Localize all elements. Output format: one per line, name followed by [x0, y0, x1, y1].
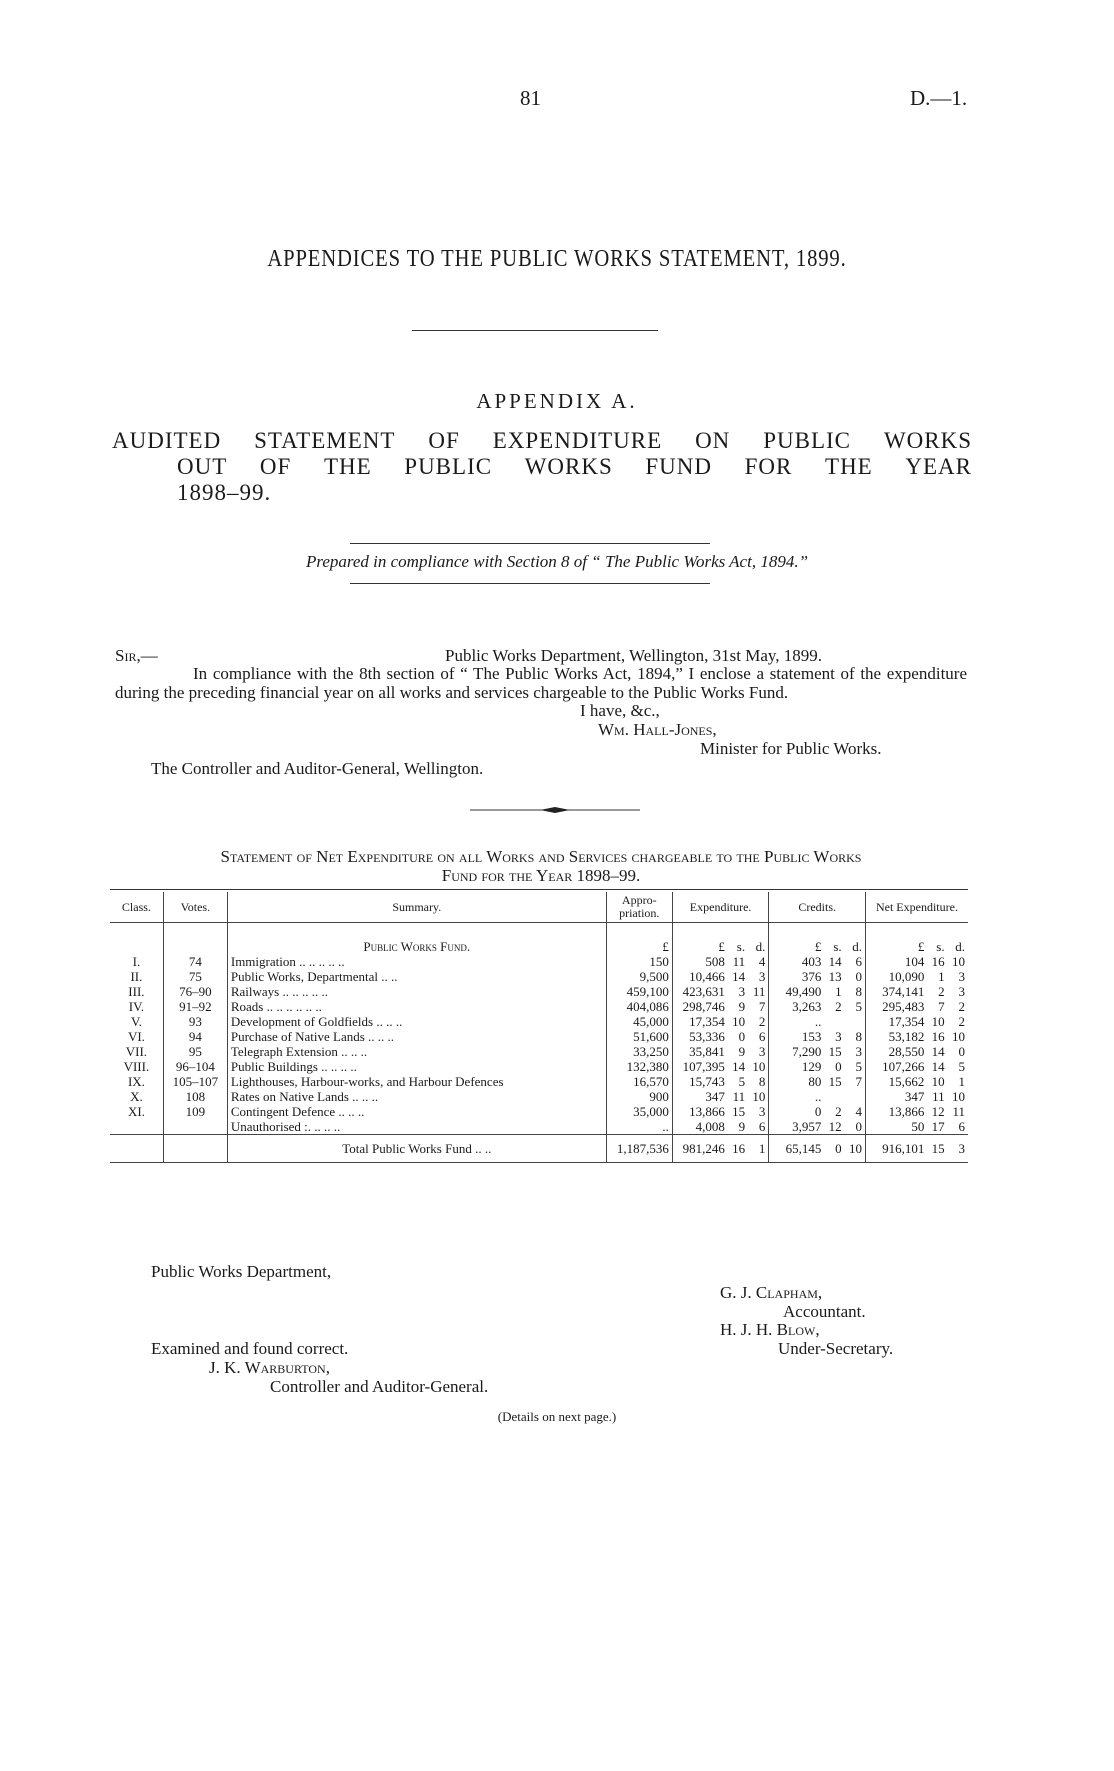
class-cell: VIII.: [123, 1059, 150, 1074]
credits-shillings: 15: [828, 1044, 842, 1059]
heading-word: AUDITED: [112, 428, 222, 453]
expenditure-pounds: 53,336: [672, 1029, 727, 1044]
net-shillings: 1: [938, 969, 945, 984]
credits-pounds: ..: [769, 1014, 824, 1029]
credits-pence: 4: [855, 1104, 862, 1119]
credits-shillings: 2: [835, 1104, 842, 1119]
summary-cell: Lighthouses, Harbour-works, and Harbour Defences: [227, 1074, 606, 1089]
table-row: [110, 999, 968, 1014]
appropriation-cell: 900: [606, 1089, 672, 1104]
credits-pounds: 49,490: [769, 984, 824, 999]
page-number: 81: [520, 86, 541, 110]
class-cell: IV.: [128, 999, 145, 1014]
class-cell: X.: [130, 1089, 143, 1104]
expenditure-pounds: 10,466: [672, 969, 727, 984]
expenditure-pounds: 35,841: [672, 1044, 727, 1059]
letter-addressee: The Controller and Auditor-General, Wellington.: [151, 759, 484, 778]
expenditure-pence: 2: [758, 1014, 766, 1029]
unit-net-pounds: £: [865, 923, 927, 955]
expenditure-pence: 11: [752, 984, 766, 999]
expenditure-pence: 6: [758, 1029, 766, 1044]
statement-title-line-1: Statement of Net Expenditure on all Works and Services chargeable to the Public Works: [220, 847, 862, 866]
statement-heading: [112, 428, 972, 506]
net-pounds: 15,662: [865, 1074, 927, 1089]
unit-exp-shillings: s.: [736, 939, 746, 954]
heading-word: FOR: [744, 454, 793, 479]
accountant-name: G. J. Clapham,: [720, 1283, 823, 1302]
total-credits-shillings: 0: [824, 1135, 844, 1163]
net-pence: 2: [958, 999, 965, 1014]
expenditure-pounds: 107,395: [672, 1059, 727, 1074]
total-net-shillings: 15: [927, 1135, 947, 1163]
total-expenditure-shillings: 16: [728, 1135, 748, 1163]
net-shillings: 2: [938, 984, 945, 999]
expenditure-shillings: 9: [738, 999, 746, 1014]
title-rule: [412, 330, 658, 331]
auditor-title: Controller and Auditor-General.: [270, 1377, 489, 1396]
header-appropriation: Appro-priation.: [606, 892, 672, 923]
expenditure-pence: 3: [758, 1044, 766, 1059]
class-cell: V.: [130, 1014, 142, 1029]
summary-cell: Telegraph Extension .. .. ..: [227, 1044, 606, 1059]
net-pounds: 53,182: [865, 1029, 927, 1044]
unit-appropriation: £: [606, 923, 672, 955]
expenditure-shillings: 15: [732, 1104, 746, 1119]
net-pounds: 374,141: [865, 984, 927, 999]
net-shillings: 10: [931, 1014, 945, 1029]
summary-cell: Railways .. .. .. .. ..: [227, 984, 606, 999]
table-row: [110, 954, 968, 969]
credits-shillings: 3: [835, 1029, 842, 1044]
net-pence: 5: [958, 1059, 965, 1074]
net-pence: 3: [958, 969, 965, 984]
unit-exp-pounds: £: [672, 923, 727, 955]
expenditure-shillings: 9: [738, 1119, 746, 1134]
heading-line-3: 1898–99.: [177, 480, 272, 505]
expenditure-shillings: 9: [738, 1044, 746, 1059]
appropriation-cell: 132,380: [606, 1059, 672, 1074]
total-credits-pence: 10: [845, 1135, 866, 1163]
appropriation-cell: 150: [606, 954, 672, 969]
net-pounds: 107,266: [865, 1059, 927, 1074]
credits-pence: [845, 1089, 866, 1104]
credits-pence: 8: [855, 1029, 862, 1044]
table-row: [110, 1029, 968, 1044]
total-appropriation: 1,187,536: [606, 1135, 672, 1163]
expenditure-shillings: 11: [732, 1089, 746, 1104]
net-pounds: 28,550: [865, 1044, 927, 1059]
credits-pounds: ..: [769, 1089, 824, 1104]
votes-cell: [163, 1119, 227, 1135]
table-row: [110, 1089, 968, 1104]
units-row: [110, 923, 968, 955]
table-row: [110, 1074, 968, 1089]
appropriation-cell: 459,100: [606, 984, 672, 999]
table-row: [110, 1044, 968, 1059]
accountant-title: Accountant.: [783, 1302, 866, 1321]
expenditure-pence: 8: [758, 1074, 766, 1089]
heading-word: PUBLIC: [404, 454, 493, 479]
header-net-expenditure: Net Expenditure.: [865, 892, 968, 923]
unit-cred-pounds: £: [769, 923, 824, 955]
credits-shillings: 15: [828, 1074, 842, 1089]
table-bottom-rule-cell: [110, 1163, 968, 1164]
details-note: (Details on next page.): [497, 1409, 617, 1424]
credits-pence: [845, 1014, 866, 1029]
total-expenditure-pence: 1: [748, 1135, 769, 1163]
heading-word: STATEMENT: [254, 428, 396, 453]
expenditure-shillings: 5: [738, 1074, 746, 1089]
credits-shillings: 12: [828, 1119, 842, 1134]
expenditure-shillings: 14: [732, 1059, 746, 1074]
document-reference: D.—1.: [910, 86, 968, 110]
votes-cell: 95: [163, 1044, 227, 1059]
expenditure-pounds: 4,008: [672, 1119, 727, 1135]
total-credits-pounds: 65,145: [769, 1135, 824, 1163]
header-votes: Votes.: [163, 892, 227, 923]
credits-pence: 5: [855, 1059, 862, 1074]
credits-shillings: 1: [835, 984, 842, 999]
credits-shillings: 14: [828, 954, 842, 969]
total-expenditure-pounds: 981,246: [672, 1135, 727, 1163]
heading-word: YEAR: [905, 454, 972, 479]
net-pence: 3: [958, 984, 965, 999]
header-class: Class.: [110, 892, 163, 923]
page-title: APPENDICES TO THE PUBLIC WORKS STATEMENT, 1899.: [267, 246, 847, 272]
examined-note: Examined and found correct.: [151, 1339, 349, 1358]
unit-cred-pence: d.: [852, 939, 862, 954]
credits-pounds: 376: [769, 969, 824, 984]
total-net-pounds: 916,101: [865, 1135, 927, 1163]
net-pence: 0: [958, 1044, 965, 1059]
credits-pence: 3: [855, 1044, 862, 1059]
header-expenditure: Expenditure.: [672, 892, 769, 923]
votes-cell: 108: [163, 1089, 227, 1104]
expenditure-pounds: 298,746: [672, 999, 727, 1014]
net-pounds: 104: [865, 954, 927, 969]
expenditure-table: [110, 892, 968, 1163]
appropriation-cell: 33,250: [606, 1044, 672, 1059]
table-body: [110, 923, 968, 1164]
expenditure-pounds: 15,743: [672, 1074, 727, 1089]
prepared-top-rule: [350, 543, 710, 544]
votes-cell: 105–107: [163, 1074, 227, 1089]
credits-pence: 0: [855, 1119, 862, 1134]
votes-cell: 74: [163, 954, 227, 969]
undersecretary-title: Under-Secretary.: [778, 1339, 894, 1358]
net-shillings: 12: [931, 1104, 945, 1119]
votes-cell: 76–90: [163, 984, 227, 999]
summary-cell: Rates on Native Lands .. .. ..: [227, 1089, 606, 1104]
total-votes-cell: [163, 1135, 227, 1163]
prepared-note: Prepared in compliance with Section 8 of “ The Public Works Act, 1894.”: [305, 552, 809, 571]
credits-shillings: [824, 1014, 844, 1029]
expenditure-shillings: 3: [738, 984, 746, 999]
letter-dept-date: Public Works Department, Wellington, 31st May, 1899.: [445, 646, 823, 665]
votes-cell: 94: [163, 1029, 227, 1044]
expenditure-pence: 10: [752, 1089, 766, 1104]
expenditure-pence: 6: [758, 1119, 766, 1134]
net-pounds: 50: [865, 1119, 927, 1135]
net-pence: 10: [952, 954, 965, 969]
appropriation-cell: 45,000: [606, 1014, 672, 1029]
votes-cell: 96–104: [163, 1059, 227, 1074]
credits-pence: 5: [855, 999, 862, 1014]
net-pence: 6: [958, 1119, 965, 1134]
unit-cred-shillings: s.: [833, 939, 842, 954]
appropriation-cell: 16,570: [606, 1074, 672, 1089]
heading-word: EXPENDITURE: [492, 428, 663, 453]
votes-cell: 91–92: [163, 999, 227, 1014]
heading-word: PUBLIC: [763, 428, 852, 453]
net-pence: 10: [952, 1029, 965, 1044]
net-pounds: 17,354: [865, 1014, 927, 1029]
total-row: [110, 1135, 968, 1163]
total-class-cell: [110, 1135, 163, 1163]
letter-closing: I have, &c.,: [580, 701, 660, 720]
table-top-rule: [110, 889, 968, 890]
credits-pounds: 3,263: [769, 999, 824, 1014]
heading-word: ON: [695, 428, 731, 453]
expenditure-pounds: 13,866: [672, 1104, 727, 1119]
heading-line-1: [112, 428, 972, 454]
credits-pounds: 0: [769, 1104, 824, 1119]
letter-signature-title: Minister for Public Works.: [700, 739, 882, 758]
votes-cell: 93: [163, 1014, 227, 1029]
credits-shillings: 13: [828, 969, 842, 984]
unit-net-pence: d.: [955, 939, 965, 954]
summary-cell: Public Buildings .. .. .. ..: [227, 1059, 606, 1074]
net-pence: 2: [958, 1014, 965, 1029]
header-credits: Credits.: [769, 892, 866, 923]
net-pounds: 13,866: [865, 1104, 927, 1119]
heading-word: OF: [259, 454, 292, 479]
letter-body-text: In compliance with the 8th section of “ The Public Works Act, 1894,” I enclose a statement of the expenditure during the preceding financial year on all works and services chargeable to the Public Works Fund.: [115, 664, 967, 702]
prepared-bottom-rule: [350, 583, 710, 584]
net-pounds: 295,483: [865, 999, 927, 1014]
credits-pounds: 403: [769, 954, 824, 969]
appropriation-cell: 9,500: [606, 969, 672, 984]
credits-shillings: 2: [835, 999, 842, 1014]
class-cell: VI.: [127, 1029, 145, 1044]
class-cell: III.: [128, 984, 145, 999]
class-cell: XI.: [127, 1104, 145, 1119]
appropriation-cell: 404,086: [606, 999, 672, 1014]
expenditure-shillings: 11: [732, 954, 746, 969]
appropriation-cell: 51,600: [606, 1029, 672, 1044]
class-cell: I.: [132, 954, 141, 969]
expenditure-shillings: 0: [738, 1029, 746, 1044]
section-ornament: [470, 806, 640, 814]
heading-word: FUND: [645, 454, 713, 479]
auditor-name: J. K. Warburton,: [209, 1358, 330, 1377]
class-cell: [110, 1119, 163, 1135]
summary-cell: Purchase of Native Lands .. .. ..: [227, 1029, 606, 1044]
net-shillings: 16: [931, 954, 945, 969]
credits-pounds: 7,290: [769, 1044, 824, 1059]
net-shillings: 10: [931, 1074, 945, 1089]
heading-word: OF: [428, 428, 460, 453]
statement-title-line-2: Fund for the Year 1898–99.: [441, 866, 641, 885]
credits-pence: 7: [855, 1074, 862, 1089]
expenditure-pence: 3: [758, 969, 766, 984]
total-label: Total Public Works Fund .. ..: [227, 1135, 606, 1163]
credits-shillings: 0: [835, 1059, 842, 1074]
heading-word: OUT: [177, 454, 228, 479]
undersecretary-name: H. J. H. Blow,: [720, 1320, 820, 1339]
net-pence: 11: [952, 1104, 965, 1119]
votes-cell: 75: [163, 969, 227, 984]
letter-body: [115, 664, 967, 702]
net-pounds: 10,090: [865, 969, 927, 984]
net-shillings: 16: [931, 1029, 945, 1044]
credits-pence: 0: [855, 969, 862, 984]
header-summary: Summary.: [227, 892, 606, 923]
expenditure-pounds: 423,631: [672, 984, 727, 999]
letter-salutation: Sir,—: [115, 646, 158, 665]
credits-pounds: 80: [769, 1074, 824, 1089]
table-row: [110, 1059, 968, 1074]
fund-label: Public Works Fund.: [227, 923, 606, 955]
appendix-label: APPENDIX A.: [476, 389, 638, 413]
net-pence: 10: [952, 1089, 965, 1104]
heading-line-2: [177, 454, 972, 480]
expenditure-pounds: 508: [672, 954, 727, 969]
heading-word: THE: [323, 454, 372, 479]
net-shillings: 17: [931, 1119, 945, 1134]
class-cell: VII.: [125, 1044, 148, 1059]
expenditure-shillings: 10: [732, 1014, 746, 1029]
votes-cell: 109: [163, 1104, 227, 1119]
unit-exp-pence: d.: [755, 939, 766, 954]
expenditure-pounds: 17,354: [672, 1014, 727, 1029]
table-bottom-rule: [110, 1163, 968, 1164]
heading-word: WORKS: [883, 428, 972, 453]
heading-word: THE: [825, 454, 873, 479]
appropriation-cell: ..: [606, 1119, 672, 1135]
footer-department: Public Works Department,: [151, 1262, 332, 1281]
credits-pounds: 153: [769, 1029, 824, 1044]
net-pence: 1: [958, 1074, 965, 1089]
heading-word: WORKS: [524, 454, 613, 479]
total-net-pence: 3: [948, 1135, 968, 1163]
credits-pence: 8: [855, 984, 862, 999]
credits-shillings: [824, 1089, 844, 1104]
net-shillings: 14: [931, 1044, 945, 1059]
credits-pounds: 3,957: [769, 1119, 824, 1135]
summary-cell: Immigration .. .. .. .. ..: [227, 954, 606, 969]
table-row: [110, 1104, 968, 1119]
summary-cell: Development of Goldfields .. .. ..: [227, 1014, 606, 1029]
summary-cell: Public Works, Departmental .. ..: [227, 969, 606, 984]
expenditure-shillings: 14: [732, 969, 746, 984]
expenditure-pence: 4: [758, 954, 766, 969]
expenditure-pence: 7: [758, 999, 766, 1014]
statement-title: [115, 847, 967, 885]
expenditure-pence: 10: [752, 1059, 766, 1074]
class-cell: II.: [130, 969, 143, 984]
credits-pounds: 129: [769, 1059, 824, 1074]
table-row: [110, 984, 968, 999]
table-row: [110, 1119, 968, 1135]
net-shillings: 14: [931, 1059, 945, 1074]
net-shillings: 11: [932, 1089, 945, 1104]
net-shillings: 7: [938, 999, 945, 1014]
class-cell: IX.: [127, 1074, 145, 1089]
appropriation-cell: 35,000: [606, 1104, 672, 1119]
summary-cell: Unauthorised :. .. .. ..: [227, 1119, 606, 1135]
summary-cell: Roads .. .. .. .. .. ..: [227, 999, 606, 1014]
table-row: [110, 969, 968, 984]
expenditure-pence: 3: [758, 1104, 766, 1119]
credits-pence: 6: [855, 954, 862, 969]
net-pounds: 347: [865, 1089, 927, 1104]
letter-signature: Wm. Hall-Jones,: [598, 720, 717, 739]
table-row: [110, 1014, 968, 1029]
unit-net-shillings: s.: [936, 939, 945, 954]
summary-cell: Contingent Defence .. .. ..: [227, 1104, 606, 1119]
expenditure-pounds: 347: [672, 1089, 727, 1104]
